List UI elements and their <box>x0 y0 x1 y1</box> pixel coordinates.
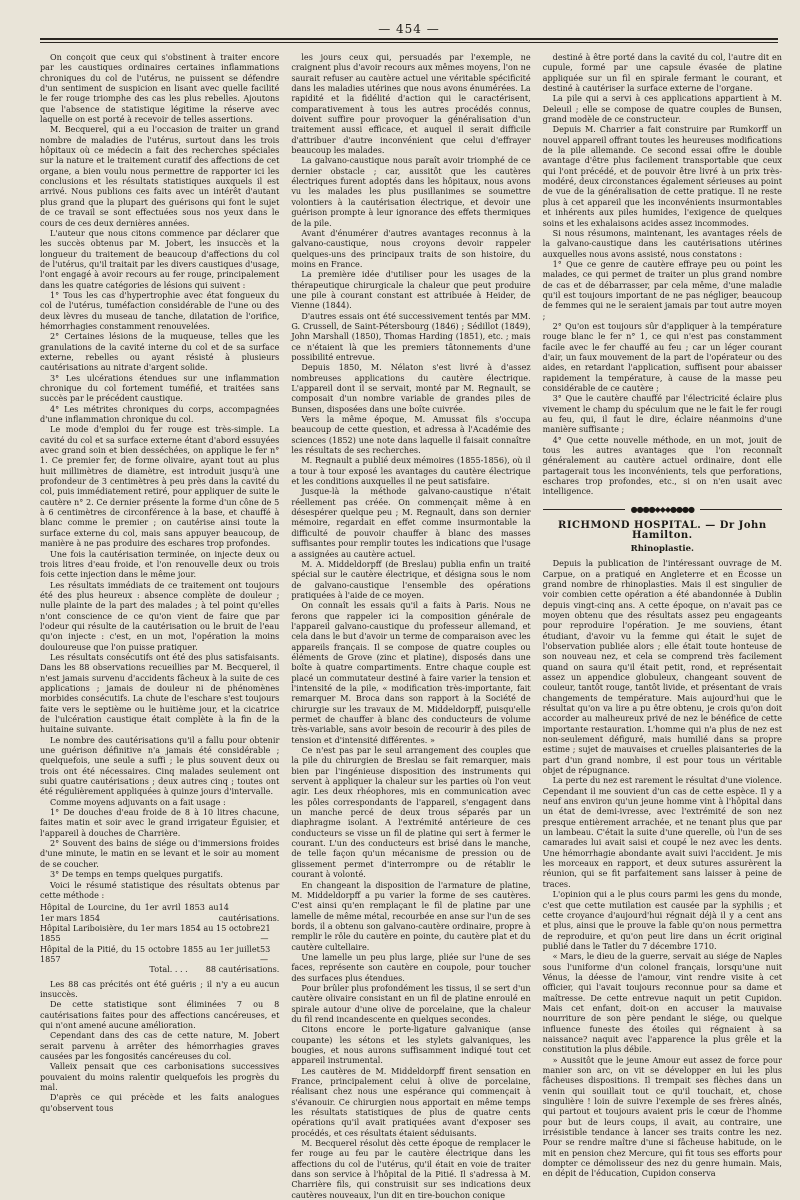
stat-value: 21 — <box>260 922 271 944</box>
paragraph: 2° Qu'on est toujours sûr d'appliquer à la température rouge blanc le fer n° 1, ce qui n'est pas constamment facile avec le fer chauffé au feu ; car un léger courant d'air, un faux mouvement de la part de l'opérateur ou des aides, en retardant l'application, suffisent pour abaisser rapidement la température, à cause de la masse peu considérable de ce cautère ; <box>542 320 782 393</box>
page-header <box>40 0 778 44</box>
stat-label: Hôpital de la Pitié, du 15 octobre 1855 au 1er juillet 1857 <box>40 943 260 964</box>
stat-row <box>40 923 279 944</box>
column-left <box>40 52 279 1171</box>
paragraph: Valleix pensait que ces carbonisations successives pouvaient du moins ralentir quelquefois les progrès du mal. <box>40 1061 280 1093</box>
paragraph: La première idée d'utiliser pour les usages de la thérapeutique chirurgicale la chaleur que peut produire une pile à courant constant est attribuée à Heider, de Vienne (1844). <box>291 269 531 311</box>
paragraph: 4° Les métrites chroniques du corps, accompagnées d'une inflammation chronique du col. <box>40 403 280 425</box>
divider-line <box>543 509 625 510</box>
paragraph: En changeant la disposition de l'armature de platine, M. Middeldorpff a pu varier la forme de ses cautères. C'est ainsi qu'en remplaçant le fil de platine par une lamelle de même métal, recourbée en anse sur l'un de ses bords, il a obtenu son galvano-cautère ordinaire, propre à remplir le rôle du cautère en pointe, du cautère plat et du cautère cultellaire. <box>291 879 531 952</box>
stat-row <box>40 902 279 923</box>
paragraph: L'opinion qui a le plus cours parmi les gens du monde, c'est que cette mutilation est causée par la syphilis ; et cette croyance d'aujourd'hui régnait déjà il y a cent ans et plus, ainsi que le prouve la fable qu'on nous permettra de reproduire, et qu'on peut lire dans un écrit original publié dans le Tatler du 7 décembre 1710. <box>542 889 782 951</box>
stat-value: 53 — <box>259 943 271 964</box>
paragraph: Depuis la publication de l'intéressant ouvrage de M. Carpue, on a pratiqué en Angleterre et en Écosse un grand nombre de rhinoplasties. Mais il est singulier de voir combien cette opération a été abandonnée à Dublin depuis vingt-cinq ans. A cette époque, on n'avait pas ce moyen obtenu que des résultats assez peu engageants pour reproduire l'opération. Je me souviens, étant étudiant, d'avoir vu la femme qui était le sujet de l'observation publiée alors ; elle était toute honteuse de son nouveau nez, et cela se comprend très facilement quand on saura qu'il était petit, rond, et représentait assez un appendice globuleux, changeant souvent de couleur, tantôt rouge, tantôt livide, et présentant de vrais changements de température. Mais aujourd'hui que le résultat qu'on va lire a pu être obtenu, je crois qu'on doit accorder au malheureux privé de nez le bénéfice de cette importante restauration. L'homme qui n'a plus de nez est non-seulement défiguré, mais humilié dans sa propre estime ; sujet de mauvaises et cruelles plaisanteries de la part d'un grand nombre, il est pour tous un véritable objet de répugnance. <box>542 558 782 776</box>
paragraph: Depuis M. Charrier a fait construire par Rumkorff un nouvel appareil offrant toutes les heureuses modifications de la pile allemande. Ce second essai offre le double avantage d'être plus facilement transportable que ceux qui l'ont précédé, et de pouvoir être livré à un prix très-modéré, deux circonstances également sérieuses au point de vue de la généralisation de cette pratique. Il ne reste plus à cet appareil que les inconvénients insurmontables et inhérents aux piles humides, l'exigence de quelques soins et les exhalaisons acides assez incommodes. <box>542 124 782 228</box>
paragraph: Pour brûler plus profondément les tissus, il se sert d'un cautère olivaire consistant en un fil de platine enroulé en spirale autour d'une olive de porcelaine, que la chaleur du fil rend incandescente en quelques secondes. <box>291 982 531 1024</box>
paragraph: Jusque-là la méthode galvano-caustique n'était réellement pas créée. On commençait même à en désespérer quelque peu ; M. Regnault, dans son dernier mémoire, regardait en effet comme insurmontable la difficulté de pouvoir chauffer à blanc des masses suffisantes pour remplir toutes les indications que l'usage a assignées au cautère actuel. <box>291 486 531 559</box>
page-number: — 454 — <box>378 22 440 36</box>
column-right <box>542 52 782 1179</box>
paragraph: 3° De temps en temps quelques purgatifs. <box>50 869 223 880</box>
paragraph: D'après ce qui précède et les faits analogues qu'observent tous <box>40 1092 280 1113</box>
paragraph: 1° Tous les cas d'hypertrophie avec état fongueux du col de l'utérus, tuméfaction considérable de l'une ou des deux lèvres du museau de tanche, dilatation de l'orifice, hémorrhagies constamment renouvelées. <box>40 289 280 331</box>
column-paragraphs <box>291 52 530 1200</box>
paragraph: Cependant dans des cas de cette nature, M. Jobert serait parvenu à arrêter des hémorrhagies graves causées par les fongosités cancéreuses du col. <box>40 1030 280 1061</box>
text-columns <box>40 52 782 1200</box>
paragraph: Les résultats consécutifs ont été des plus satisfaisants. Dans les 88 observations recueillies par M. Becquerel, il n'est jamais survenu d'accidents fâcheux à la suite de ces applications ; jamais de douleur ni de phénomènes morbides consécutifs. La chute de l'eschare s'est toujours faite vers le septième ou le huitième jour, et la cicatrice de l'ulcération caustique était complète à la fin de la huitaine suivante. <box>40 651 280 735</box>
column-paragraphs-after <box>40 979 279 1113</box>
column-paragraphs-after <box>543 558 782 1179</box>
statistics-table <box>40 902 279 974</box>
paragraph: La perte du nez est rarement le résultat d'une violence. Cependant il me souvient d'un cas de cette espèce. Il y a neuf ans environ qu'un jeune homme vint à l'hôpital dans un état de demi-ivresse, avec l'extrémité de son nez presque entièrement arrachée, et ne tenant plus que par un lambeau. C'était la suite d'une querelle, où l'un de ses camarades lui avait saisi et coupé le nez avec les dents. Une hémorrhagie abondante avait suivi l'accident. Je mis les morceaux en rapport, et deux sutures assurèrent la réunion, qui se fit parfaitement sans laisser à peine de traces. <box>542 775 782 889</box>
divider-ornament: ●●●●◆◆◆●●●● <box>630 504 694 514</box>
paragraph: Ce n'est pas par le seul arrangement des couples que la pile du chirurgien de Breslau se fait remarquer, mais bien par l'ingénieuse disposition des instruments qui servent à appliquer la chaleur sur les parties où l'on veut agir. Les deux rhéophores, mis en communication avec les pôles correspondants de l'appareil, s'engagent dans un manche percé de deux trous séparés par un diaphragme isolant. A l'extrémité antérieure de ces conducteurs se visse un fil de platine qui sert à fermer le courant. L'un des conducteurs est brisé dans le manche, de telle façon qu'un mécanisme de pression ou de glissement permet d'interrompre ou de rétablir le courant à volonté. <box>291 745 531 880</box>
paragraph: La galvano-caustique nous paraît avoir triomphé de ce dernier obstacle ; car, aussitôt que les cautères électriques furent adoptés dans les hôpitaux, nous avons vu les malades les plus pusillanimes se soumettre volontiers à la cautérisation électrique, et devoir une guérison prompte à leur ignorance des effets thermiques de la pile. <box>291 155 531 228</box>
paragraph: » Aussitôt que le jeune Amour eut assez de force pour manier son arc, on vit se développer en lui les plus fâcheuses dispositions. Il trempait ses flèches dans un venin qui souillait tout ce qu'il touchait, et, chose singulière ! loin de suivre l'exemple de ses frères aînés, qui partout et toujours avaient pris le cœur de l'homme pour but de leurs coups, il avait, au contraire, une irrésistible tendance à lancer ses traits contre les nez. Pour se rendre maître d'une si fâcheuse habitude, on le mit en pension chez Mercure, qui fit tous ses efforts pour dompter ce démolisseur des nez du genre humain. Mais, en dépit de l'éducation, Cupidon conserva <box>542 1054 782 1179</box>
paragraph: 4° Que cette nouvelle méthode, en un mot, jouit de tous les autres avantages que l'on reconnaît généralement au cautère actuel ordinaire, dont elle partagerait tous les inconvénients, tels que perforations, eschares trop profondes, etc., si on n'en usait avec intelligence. <box>542 434 782 497</box>
column-middle <box>291 52 531 1200</box>
paragraph: « Mars, le dieu de la guerre, servait au siége de Naples sous l'uniforme d'un colonel français, lorsqu'une nuit Vénus, la déesse de l'amour, vint rendre visite à cet officier, qui l'avait toujours reconnue pour sa dame et maîtresse. De cette entrevue naquit un petit Cupidon. Mais cet enfant, doit-on en accuser la mauvaise nourriture de son père pendant le siége, ou quelque influence funeste des étoiles qui régnaient à sa naissance? naquit avec l'apparence la plus grêle et la constitution la plus débile. <box>542 951 782 1055</box>
paragraph: 1° De douches d'eau froide de 8 à 10 litres chacune, faites matin et soir avec le grand irrigateur Éguisier, et l'appareil à douches de Charrière. <box>40 807 280 838</box>
paragraph: D'autres essais ont été successivement tentés par MM. G. Crussell, de Saint-Pétersbourg (1846) ; Sédillot (1849), John Marshall (1850), Thomas Harding (1851), etc. ; mais ce n'étaient là que les premiers tâtonnements d'une possibilité entrevue. <box>291 310 531 362</box>
stat-value: 14 cautérisations. <box>218 902 280 923</box>
stat-label: Hôpital Lariboisière, du 1er mars 1854 au 15 octobre 1855 <box>40 922 261 944</box>
paragraph: M. Regnault a publié deux mémoires (1855-1856), où il a tour à tour exposé les avantages du cautère électrique et les conditions auxquelles il ne peut satisfaire. <box>291 455 531 487</box>
paragraph: Depuis 1850, M. Nélaton s'est livré à d'assez nombreuses applications du cautère électrique. L'appareil dont il se servait, monté par M. Regnault, se composait d'un nombre variable de grandes piles de Bunsen, disposées dans une boîte cuivrée. <box>291 362 531 414</box>
paragraph: Comme moyens adjuvants on a fait usage : <box>50 796 226 807</box>
paragraph: Si nous résumons, maintenant, les avantages réels de la galvano-caustique dans les cautérisations utérines auxquelles nous avons assisté, nous constatons : <box>542 227 782 259</box>
stat-total-value: 88 cautérisations. <box>205 964 280 975</box>
paragraph: 3° Que le cautère chauffé par l'électricité éclaire plus vivement le champ du spéculum que ne le fait le fer rougi au feu, qui, il faut le dire, éclaire néanmoins d'une manière suffisante ; <box>542 393 782 435</box>
paragraph: La pile qui a servi à ces applications appartient à M. Deleuil ; elle se compose de quatre couples de Bunsen, grand modèle de ce constructeur. <box>542 93 782 125</box>
section-title: RICHMOND HOSPITAL. — Dr John Hamilton. <box>558 520 767 542</box>
paragraph: Une lamelle un peu plus large, pliée sur l'une de ses faces, représente son cautère en coupole, pour toucher des surfaces plus étendues. <box>291 951 531 983</box>
paragraph: les jours ceux qui, persuadés par l'exemple, ne craignent plus d'avoir recours aux mêmes moyens, l'on ne saurait refuser au cautère actuel une véritable spécificité dans les maladies utérines que nous avons énumérées. La rapidité et la fidélité d'action qui le caractérisent, comparativement à tous les autres procédés connus, doivent suffire pour provoquer la généralisation d'un traitement aussi efficace, et auquel il serait difficile d'attribuer d'autre inconvénient que celui d'effrayer beaucoup les malades. <box>291 52 531 156</box>
paragraph: Les résultats immédiats de ce traitement ont toujours été des plus heureux : absence complète de douleur ; nulle plainte de la part des malades ; à tel point qu'elles n'ont conscience de ce qu'on vient de faire que par l'odeur qui résulte de la cautérisation ou le bruit de l'eau qu'on injecte : c'est, en un mot, l'opération la moins douloureuse que l'on puisse pratiquer. <box>40 579 280 652</box>
stat-total-label: Total. . . . <box>149 964 188 975</box>
paragraph: De cette statistique sont éliminées 7 ou 8 cautérisations faites pour des affections cancéreuses, et qui n'ont amené aucune amélioration. <box>40 999 280 1030</box>
column-paragraphs <box>40 52 279 900</box>
paragraph: destiné à être porté dans la cavité du col, l'autre dit en cupule, formé par une capsule évasée de platine appliquée sur un fil en spirale fermant le courant, et destiné à cautériser la surface externe de l'organe. <box>542 52 782 94</box>
stat-row <box>40 944 279 965</box>
paragraph: Une fois la cautérisation terminée, on injecte deux ou trois litres d'eau froide, et l'on renouvelle deux ou trois fois cette injection dans le même jour. <box>40 548 280 580</box>
column-paragraphs <box>543 52 782 497</box>
paragraph: 2° Souvent des bains de siége ou d'immersions froides d'une minute, le matin en se levant et le soir au moment de se coucher. <box>40 838 280 869</box>
paragraph: Avant d'énumérer d'autres avantages reconnus à la galvano-caustique, nous croyons devoir rappeler quelques-uns des principaux traits de son histoire, du moins en France. <box>291 227 531 269</box>
paragraph: Le nombre des cautérisations qu'il a fallu pour obtenir une guérison définitive n'a jamais été considérable ; quelquefois, une seule a suffi ; le plus souvent deux ou trois ont été nécessaires. Cinq malades seulement ont subi quatre cautérisations ; deux autres cinq ; toutes ont été régulièrement appliquées à quinze jours d'intervalle. <box>40 734 280 797</box>
paragraph: M. Becquerel résolut dès cette époque de remplacer le fer rouge au feu par le cautère électrique dans les affections du col de l'utérus, qu'il était en voie de traiter dans son service à l'hôpital de la Pitié. Il s'adressa à M. Charrière fils, qui construisit sur ses indications deux cautères nouveaux, l'un dit en tire-bouchon conique <box>291 1138 531 1200</box>
paragraph: 3° Les ulcérations étendues sur une inflammation chronique du col fortement tuméfié, et traitées sans succès par le précédent caustique. <box>40 372 280 404</box>
header-rule-thin <box>40 42 778 43</box>
paragraph: Les cautères de M. Middeldorpff firent sensation en France, principalement celui à olive de porcelaine, réalisant chez nous une espérance qui commençait à s'évanouir. Ce chirurgien nous apportait en même temps les résultats statistiques de plus de quatre cents opérations qu'il avait pratiquées avant d'exposer ses procédés, et ces résultats étaient séduisants. <box>291 1065 531 1138</box>
header-rule <box>40 38 778 40</box>
section-subtitle: Rhinoplastie. <box>630 543 694 554</box>
stat-label: Hôpital de Lourcine, du 1er avril 1853 au 1er mars 1854 <box>40 902 219 923</box>
paragraph: L'auteur que nous citons commence par déclarer que les succès obtenus par M. Jobert, les insuccès et la longueur du traitement de beaucoup d'affections du col de l'utérus, qu'il traitait par les divers caustiques d'usage, l'ont engagé à avoir recours au fer rouge, principalement dans les quatre catégories de lésions qui suivent : <box>40 227 280 290</box>
paragraph: Voici le résumé statistique des résultats obtenus par cette méthode : <box>40 879 280 900</box>
paragraph: Vers la même époque, M. Amussat fils s'occupa beaucoup de cette question, et adressa à l'Académie des sciences (1852) une note dans laquelle il faisait connaître les résultats de ses recherches. <box>291 414 531 456</box>
paragraph: Le mode d'emploi du fer rouge est très-simple. La cavité du col et sa surface externe étant d'abord essuyées avec grand soin et bien desséchées, on applique le fer n° 1. Ce premier fer, de forme olivaire, ayant tout au plus huit millimètres de diamètre, est introduit jusqu'à une profondeur de 3 centimètres à peu près dans la cavité du col, puis immédiatement retiré, pour appliquer de suite le cautère n° 2. Ce dernier présente la forme d'un cône de 5 à 6 centimètres de circonférence à la base, et chauffé à blanc comme le premier ; on cautérise ainsi toute la surface externe du col, mais sans appuyer beaucoup, de manière à ne pas produire des eschares trop profondes. <box>40 424 280 549</box>
paragraph: Les 88 cas précités ont été guéris ; il n'y a eu aucun insuccès. <box>40 978 280 999</box>
paragraph: 2° Certaines lésions de la muqueuse, telles que les granulations de la cavité interne du col et de sa surface externe, rebelles ou ayant résisté à plusieurs cautérisations au nitrate d'argent solide. <box>40 331 280 373</box>
paragraph: 1° Que ce genre de cautère effraye peu ou point les malades, ce qui permet de traiter un plus grand nombre de cas et de débarrasser, par cela même, d'une maladie qu'il est toujours important de ne pas négliger, beaucoup de femmes qui ne le seraient jamais par tout autre moyen ; <box>542 258 782 321</box>
paragraph: On connaît les essais qu'il a faits à Paris. Nous ne ferons que rappeler ici la composition générale de l'appareil galvano-caustique du professeur allemand, et cela dans le but d'avoir un terme de comparaison avec les appareils français. Il se compose de quatre couples ou éléments de Grove (zinc et platine), disposés dans une boîte à quatre compartiments. Entre chaque couple est placé un commutateur destiné à faire varier la tension et l'intensité de la pile, « modification très-importante, fait remarquer M. Broca dans son rapport à la Société de chirurgie sur les travaux de M. Middeldorpff, puisqu'elle permet de chauffer à blanc des conducteurs de volume très-variable, sans avoir besoin de recourir à des piles de tension et d'intensité différentes. » <box>291 600 531 745</box>
paragraph: Citons encore le porte-ligature galvanique (anse coupante) les sétons et les stylets galvaniques, les bougies, et nous aurons suffisamment indiqué tout cet appareil instrumental. <box>291 1024 531 1066</box>
section-divider <box>543 505 782 515</box>
divider-line <box>700 509 782 510</box>
paragraph: On conçoit que ceux qui s'obstinent à traiter encore par les caustiques ordinaires certaines inflammations chroniques du col de l'utérus, ne puissent se défendre d'un sentiment de suspicion en lisant avec quelle facilité le fer rouge triomphe des cas les plus rebelles. Ajoutons que l'absence de statistique légitime la réserve avec laquelle on est porté à recevoir de telles assertions. <box>40 52 280 125</box>
paragraph: M. Becquerel, qui a eu l'occasion de traiter un grand nombre de maladies de l'utérus, surtout dans les trois hôpitaux où ce médecin a fait des recherches spéciales sur la nature et le traitement curatif des affections de cet organe, a bien voulu nous permettre de rapporter ici les conclusions et les résultats statistiques auxquels il est arrivé. Nous publions ces faits avec un intérêt d'autant plus grand que la plupart des guérisons qui font le sujet de ce travail se sont effectuées sous nos yeux dans le cours de ces deux dernières années. <box>40 124 280 228</box>
stat-total <box>40 964 279 974</box>
paragraph: M. A. Middeldorpff (de Breslau) publia enfin un traité spécial sur le cautère électrique, et désigna sous le nom de galvano-caustique l'ensemble des opérations pratiquées à l'aide de ce moyen. <box>291 558 531 600</box>
